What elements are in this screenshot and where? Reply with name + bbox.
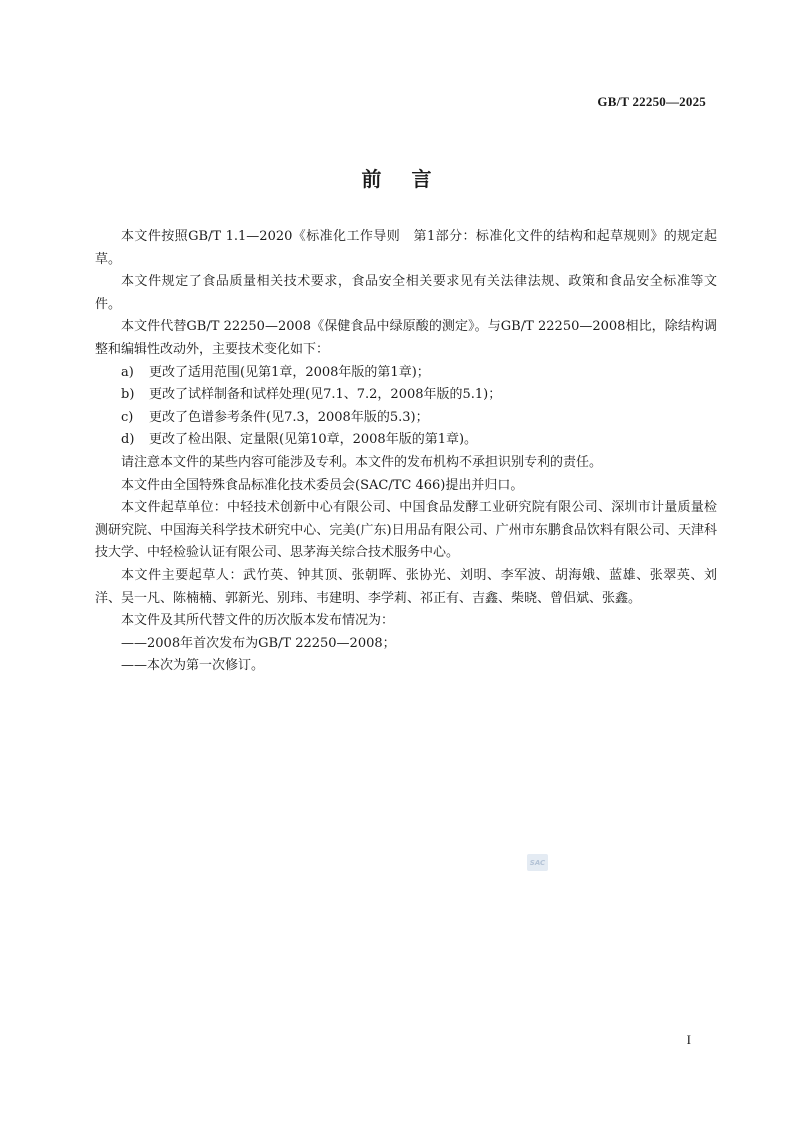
standard-code: GB/T 22250—2025 xyxy=(597,94,706,109)
changes-list xyxy=(95,362,717,452)
paragraph-patent-notice: 请注意本文件的某些内容可能涉及专利。本文件的发布机构不承担识别专利的责任。 xyxy=(121,454,603,470)
list-item-label: c) xyxy=(121,409,134,425)
list-item xyxy=(95,362,717,385)
paragraph-drafters: 本文件主要起草人：武竹英、钟其顶、张朝晖、张协光、刘明、李军波、胡海娥、蓝雄、张翠英、刘洋、吴一凡、陈楠楠、郭新光、别玮、韦建明、李学莉、祁正有、吉鑫、柴晓、曾侣斌、张鑫。 xyxy=(95,567,717,606)
history-item: ——2008年首次发布为GB/T 22250—2008； xyxy=(121,635,396,651)
paragraph-history-intro: 本文件及其所代替文件的历次版本发布情况为： xyxy=(121,613,395,629)
paragraph-scope-note: 本文件规定了食品质量相关技术要求，食品安全相关要求见有关法律法规、政策和食品安全标准等文件。 xyxy=(95,274,717,312)
foreword-body xyxy=(95,226,717,678)
page-number: I xyxy=(686,1032,691,1047)
history-item: ——本次为第一次修订。 xyxy=(121,658,265,674)
paragraph-committee: 本文件由全国特殊食品标准化技术委员会(SAC/TC 466)提出并归口。 xyxy=(121,477,524,493)
sac-watermark-logo: SAC xyxy=(527,854,548,871)
list-item xyxy=(95,429,717,452)
list-item-text: 更改了适用范围(见第1章，2008年版的第1章)； xyxy=(149,364,430,380)
list-item-text: 更改了检出限、定量限(见第10章，2008年版的第1章)。 xyxy=(149,432,478,448)
page-title: 前言 xyxy=(361,167,462,191)
list-item xyxy=(95,407,717,430)
list-item-label: d) xyxy=(121,432,135,448)
list-item-text: 更改了试样制备和试样处理(见7.1、7.2，2008年版的5.1)； xyxy=(149,387,502,403)
list-item xyxy=(95,384,717,407)
paragraph-drafting-units: 本文件起草单位：中轻技术创新中心有限公司、中国食品发酵工业研究院有限公司、深圳市计量质量检测研究院、中国海关科学技术研究中心、完美(广东)日用品有限公司、广州市东鹏食品饮料有限公司、天津科技大学、中轻检验认证有限公司、思茅海关综合技术服务中心。 xyxy=(95,500,717,561)
history-list xyxy=(95,633,717,678)
list-item-text: 更改了色谱参考条件(见7.3，2008年版的5.3)； xyxy=(149,409,429,425)
paragraph-replacement: 本文件代替GB/T 22250—2008《保健食品中绿原酸的测定》。与GB/T 22250—2008相比，除结构调整和编辑性改动外，主要技术变化如下： xyxy=(95,319,717,357)
list-item-label: a) xyxy=(121,364,134,380)
paragraph-drafting-rules: 本文件按照GB/T 1.1—2020《标准化工作导则 第1部分：标准化文件的结构和起草规则》的规定起草。 xyxy=(95,229,717,267)
list-item-label: b) xyxy=(121,387,135,403)
